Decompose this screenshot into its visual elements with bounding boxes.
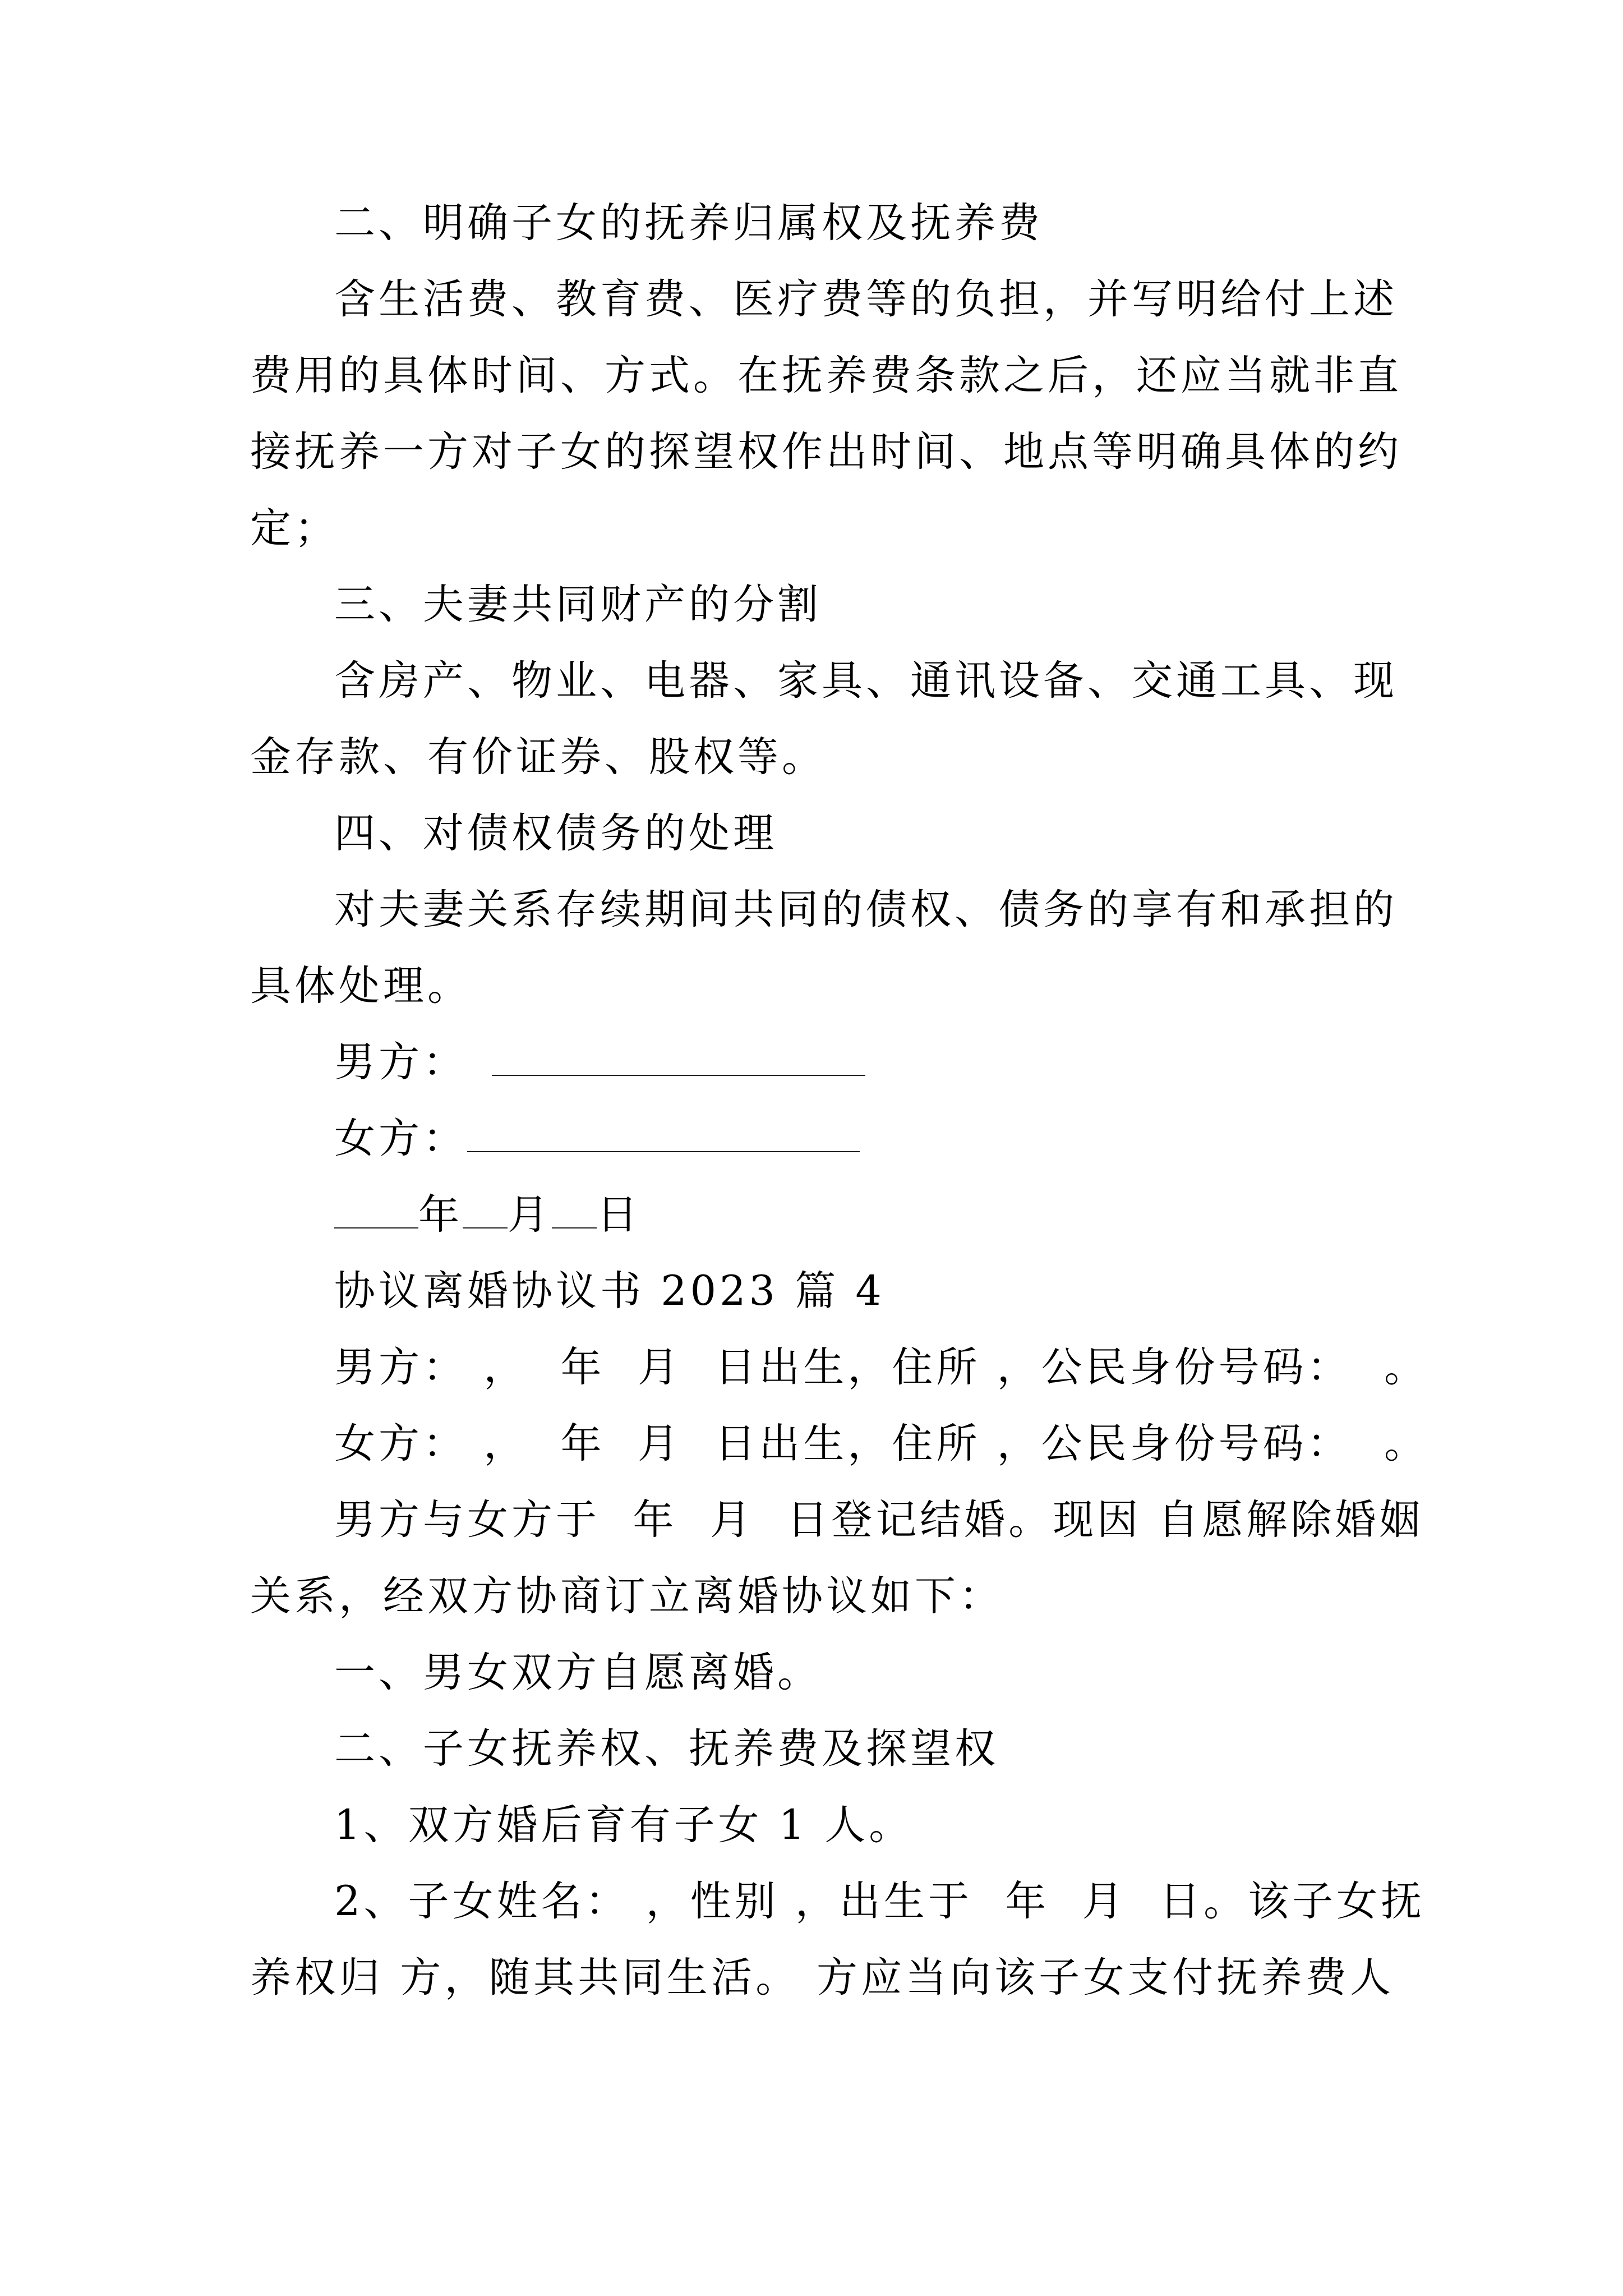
paragraph-line: 费用的具体时间、方式。在抚养费条款之后，还应当就非直 <box>250 352 1402 399</box>
date-row <box>250 1177 1394 1253</box>
signature-female-row <box>250 1101 1394 1177</box>
signature-female-label: 女方： <box>334 1115 467 1162</box>
signature-male-label: 男方： <box>334 1038 467 1086</box>
paragraph-line: 定； <box>250 504 339 552</box>
paragraph-line: 具体处理。 <box>250 962 472 1010</box>
clause-1: 一、男女双方自愿离婚。 <box>334 1649 822 1696</box>
signature-male-line <box>492 1041 865 1076</box>
paragraph-line: 含房产、物业、电器、家具、通讯设备、交通工具、现 <box>334 657 1398 705</box>
clause-2-heading: 二、子女抚养权、抚养费及探望权 <box>334 1725 999 1773</box>
date-month-blank <box>463 1194 508 1228</box>
section-title: 协议离婚协议书 2023 篇 4 <box>334 1267 885 1315</box>
document-body <box>250 185 1429 2016</box>
date-year-label: 年 <box>418 1191 463 1239</box>
agreement-male-line: 男方： ， 年 月 日出生，住所 ，公民身份号码： 。 <box>334 1343 1429 1391</box>
clause-2-2-line: 2、子女姓名： ，性别 ，出生于 年 月 日。该子女抚 <box>334 1878 1426 1925</box>
heading-debts: 四、对债权债务的处理 <box>334 809 777 857</box>
signature-male-row <box>250 1024 1394 1101</box>
paragraph-line: 对夫妻关系存续期间共同的债权、债务的享有和承担的 <box>334 886 1398 933</box>
agreement-intro-line: 男方与女方于 年 月 日登记结婚。现因 自愿解除婚姻 <box>334 1496 1424 1544</box>
date-day-label: 日 <box>597 1191 641 1239</box>
heading-property-division: 三、夫妻共同财产的分割 <box>334 581 822 628</box>
paragraph-line: 接抚养一方对子女的探望权作出时间、地点等明确具体的约 <box>250 428 1402 476</box>
paragraph-line: 金存款、有价证券、股权等。 <box>250 733 826 781</box>
heading-child-custody: 二、明确子女的抚养归属权及抚养费 <box>334 199 1043 247</box>
date-year-blank <box>334 1194 418 1228</box>
date-month-label: 月 <box>508 1191 552 1239</box>
date-day-blank <box>552 1194 597 1228</box>
clause-2-2-line: 养权归 方，随其共同生活。 方应当向该子女支付抚养费人 <box>250 1954 1394 2001</box>
clause-2-1: 1、双方婚后育有子女 1 人。 <box>334 1801 914 1849</box>
agreement-intro-line: 关系，经双方协商订立离婚协议如下： <box>250 1572 1003 1620</box>
agreement-female-line: 女方： ， 年 月 日出生，住所 ，公民身份号码： 。 <box>334 1420 1429 1467</box>
paragraph-line: 含生活费、教育费、医疗费等的负担，并写明给付上述 <box>334 275 1398 323</box>
signature-female-line <box>467 1117 860 1152</box>
